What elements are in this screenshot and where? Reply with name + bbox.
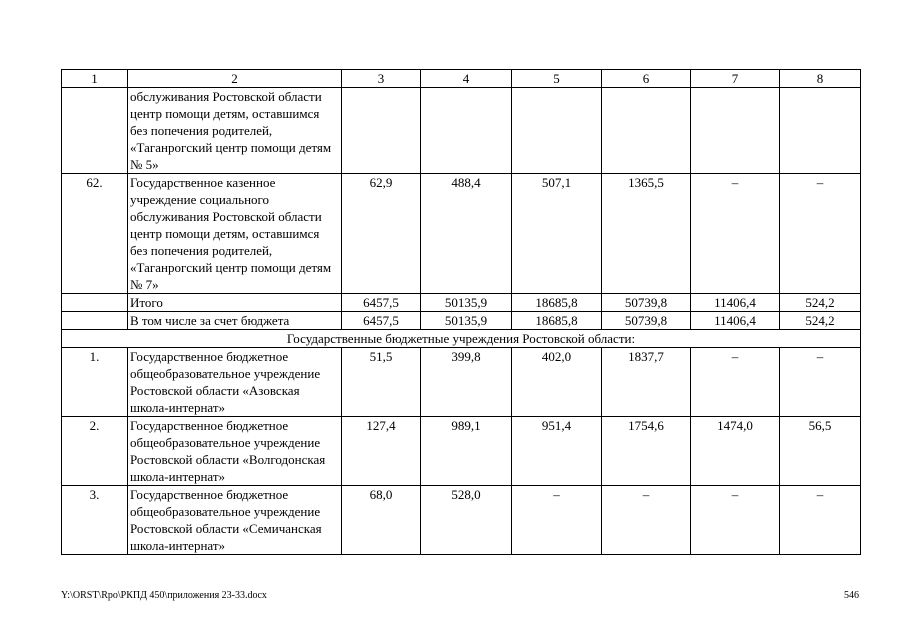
value-cell: 62,9 <box>342 174 421 294</box>
header-cell: 5 <box>512 70 602 88</box>
header-cell: 2 <box>128 70 342 88</box>
file-path: Y:\ORST\Rpo\РКПД 450\приложения 23-33.docx <box>61 590 267 601</box>
value-cell: – <box>691 486 780 555</box>
value-cell: – <box>602 486 691 555</box>
value-cell: 402,0 <box>512 348 602 417</box>
value-cell: – <box>780 174 861 294</box>
table-row <box>62 174 861 294</box>
row-number: 3. <box>62 486 128 555</box>
table-row <box>62 486 861 555</box>
value-cell: 11406,4 <box>691 294 780 312</box>
header-cell: 4 <box>421 70 512 88</box>
row-number: 2. <box>62 417 128 486</box>
institution-name: Государственное бюджетное общеобразовательное учреждение Ростовской области «Семичанская школа-интернат» <box>128 486 342 555</box>
value-cell: 56,5 <box>780 417 861 486</box>
header-cell: 3 <box>342 70 421 88</box>
value-cell <box>512 88 602 174</box>
value-cell: 6457,5 <box>342 312 421 330</box>
value-cell <box>602 88 691 174</box>
value-cell: 528,0 <box>421 486 512 555</box>
value-cell: – <box>691 348 780 417</box>
value-cell: 488,4 <box>421 174 512 294</box>
total-label: Итого <box>128 294 342 312</box>
value-cell: – <box>512 486 602 555</box>
value-cell <box>421 88 512 174</box>
value-cell: 11406,4 <box>691 312 780 330</box>
value-cell: 50135,9 <box>421 312 512 330</box>
value-cell: 524,2 <box>780 294 861 312</box>
institution-name: обслуживания Ростовской области центр помощи детям, оставшимся без попечения родителей, «Таганрогский центр помощи детям № 5» <box>128 88 342 174</box>
value-cell: 524,2 <box>780 312 861 330</box>
value-cell: 399,8 <box>421 348 512 417</box>
budget-table <box>61 69 861 555</box>
value-cell: 6457,5 <box>342 294 421 312</box>
value-cell: 951,4 <box>512 417 602 486</box>
header-cell: 7 <box>691 70 780 88</box>
section-title: Государственные бюджетные учреждения Ростовской области: <box>62 330 861 348</box>
header-cell: 1 <box>62 70 128 88</box>
institution-name: Государственное казенное учреждение социального обслуживания Ростовской области центр помощи детям, оставшимся без попечения родителей, «Таганрогский центр помощи детям № 7» <box>128 174 342 294</box>
value-cell <box>691 88 780 174</box>
page-number: 546 <box>844 590 859 601</box>
row-number: 62. <box>62 174 128 294</box>
budget-total-label: В том числе за счет бюджета <box>128 312 342 330</box>
header-cell: 8 <box>780 70 861 88</box>
row-number: 1. <box>62 348 128 417</box>
total-row <box>62 294 861 312</box>
institution-name: Государственное бюджетное общеобразовательное учреждение Ростовской области «Волгодонская школа-интернат» <box>128 417 342 486</box>
table-row <box>62 417 861 486</box>
value-cell: 1365,5 <box>602 174 691 294</box>
value-cell: 507,1 <box>512 174 602 294</box>
value-cell: 18685,8 <box>512 312 602 330</box>
section-row <box>62 330 861 348</box>
table-row <box>62 348 861 417</box>
value-cell: 51,5 <box>342 348 421 417</box>
header-cell: 6 <box>602 70 691 88</box>
row-number <box>62 312 128 330</box>
row-number <box>62 88 128 174</box>
value-cell: 18685,8 <box>512 294 602 312</box>
value-cell: 68,0 <box>342 486 421 555</box>
value-cell: 127,4 <box>342 417 421 486</box>
institution-name: Государственное бюджетное общеобразовательное учреждение Ростовской области «Азовская школа-интернат» <box>128 348 342 417</box>
header-row <box>62 70 861 88</box>
value-cell <box>342 88 421 174</box>
row-number <box>62 294 128 312</box>
value-cell: – <box>780 486 861 555</box>
value-cell: 50135,9 <box>421 294 512 312</box>
budget-total-row <box>62 312 861 330</box>
value-cell: 50739,8 <box>602 312 691 330</box>
value-cell: 1837,7 <box>602 348 691 417</box>
value-cell: 50739,8 <box>602 294 691 312</box>
value-cell: – <box>691 174 780 294</box>
value-cell: 989,1 <box>421 417 512 486</box>
value-cell <box>780 88 861 174</box>
value-cell: – <box>780 348 861 417</box>
value-cell: 1754,6 <box>602 417 691 486</box>
value-cell: 1474,0 <box>691 417 780 486</box>
table-row <box>62 88 861 174</box>
